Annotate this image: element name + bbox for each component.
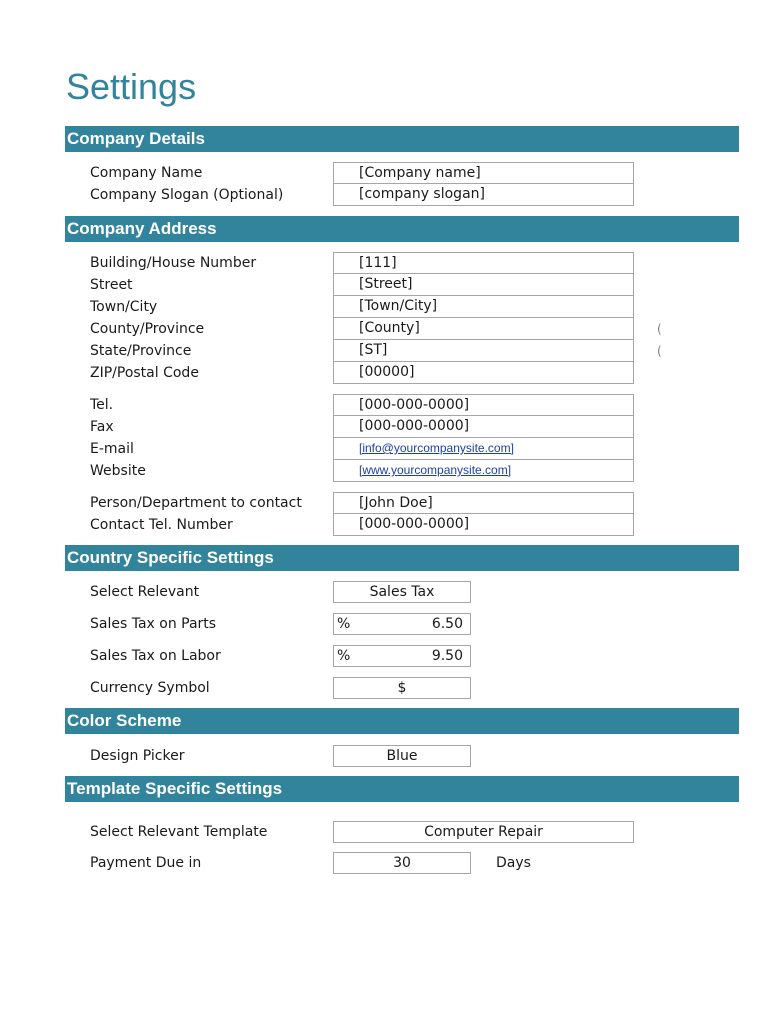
street-field[interactable]: [Street]: [333, 274, 634, 296]
section-header-company-address: Company Address: [65, 216, 739, 242]
tel-label: Tel.: [90, 397, 114, 413]
street-label: Street: [90, 277, 133, 293]
state-label: State/Province: [90, 343, 192, 359]
state-field[interactable]: [ST]: [333, 340, 634, 362]
percent-symbol: %: [337, 616, 351, 632]
contact-person-field[interactable]: [John Doe]: [333, 492, 634, 514]
county-label: County/Province: [90, 321, 205, 337]
company-name-field[interactable]: [Company name]: [333, 162, 634, 184]
contact-person-label: Person/Department to contact: [90, 495, 302, 511]
section-header-color-scheme: Color Scheme: [65, 708, 739, 734]
county-paren-mark: (: [657, 322, 662, 336]
company-name-label: Company Name: [90, 165, 203, 181]
payment-due-unit: Days: [496, 855, 531, 871]
percent-symbol: %: [337, 648, 351, 664]
fax-field[interactable]: [000-000-0000]: [333, 416, 634, 438]
section-header-company-details: Company Details: [65, 126, 739, 152]
county-field[interactable]: [County]: [333, 318, 634, 340]
tel-field[interactable]: [000-000-0000]: [333, 394, 634, 416]
tax-labor-label: Sales Tax on Labor: [90, 648, 221, 664]
state-paren-mark: (: [657, 344, 662, 358]
tax-type-select[interactable]: Sales Tax: [333, 581, 471, 603]
fax-label: Fax: [90, 419, 114, 435]
section-header-template-settings: Template Specific Settings: [65, 776, 739, 802]
building-field[interactable]: [111]: [333, 252, 634, 274]
payment-due-field[interactable]: 30: [333, 852, 471, 874]
tax-parts-label: Sales Tax on Parts: [90, 616, 217, 632]
company-slogan-label: Company Slogan (Optional): [90, 187, 284, 203]
building-label: Building/House Number: [90, 255, 257, 271]
contact-tel-label: Contact Tel. Number: [90, 517, 233, 533]
zip-field[interactable]: [00000]: [333, 362, 634, 384]
tax-parts-field[interactable]: [333, 613, 471, 635]
zip-label: ZIP/Postal Code: [90, 365, 199, 381]
currency-label: Currency Symbol: [90, 680, 210, 696]
town-field[interactable]: [Town/City]: [333, 296, 634, 318]
tax-select-label: Select Relevant: [90, 584, 200, 600]
section-header-country-settings: Country Specific Settings: [65, 545, 739, 571]
company-slogan-field[interactable]: [company slogan]: [333, 184, 634, 206]
website-link[interactable]: [www.yourcompanysite.com]: [333, 460, 634, 482]
tax-labor-value: 9.50: [431, 648, 463, 664]
design-picker-select[interactable]: Blue: [333, 745, 471, 767]
email-link[interactable]: [info@yourcompanysite.com]: [333, 438, 634, 460]
email-label: E-mail: [90, 441, 134, 457]
design-picker-label: Design Picker: [90, 748, 185, 764]
website-label: Website: [90, 463, 146, 479]
tax-parts-value: 6.50: [431, 616, 463, 632]
town-label: Town/City: [90, 299, 158, 315]
contact-tel-field[interactable]: [000-000-0000]: [333, 514, 634, 536]
payment-due-label: Payment Due in: [90, 855, 202, 871]
currency-field[interactable]: $: [333, 677, 471, 699]
tax-labor-field[interactable]: [333, 645, 471, 667]
template-select-label: Select Relevant Template: [90, 824, 268, 840]
template-select[interactable]: Computer Repair: [333, 821, 634, 843]
page-title: Settings: [66, 66, 197, 107]
